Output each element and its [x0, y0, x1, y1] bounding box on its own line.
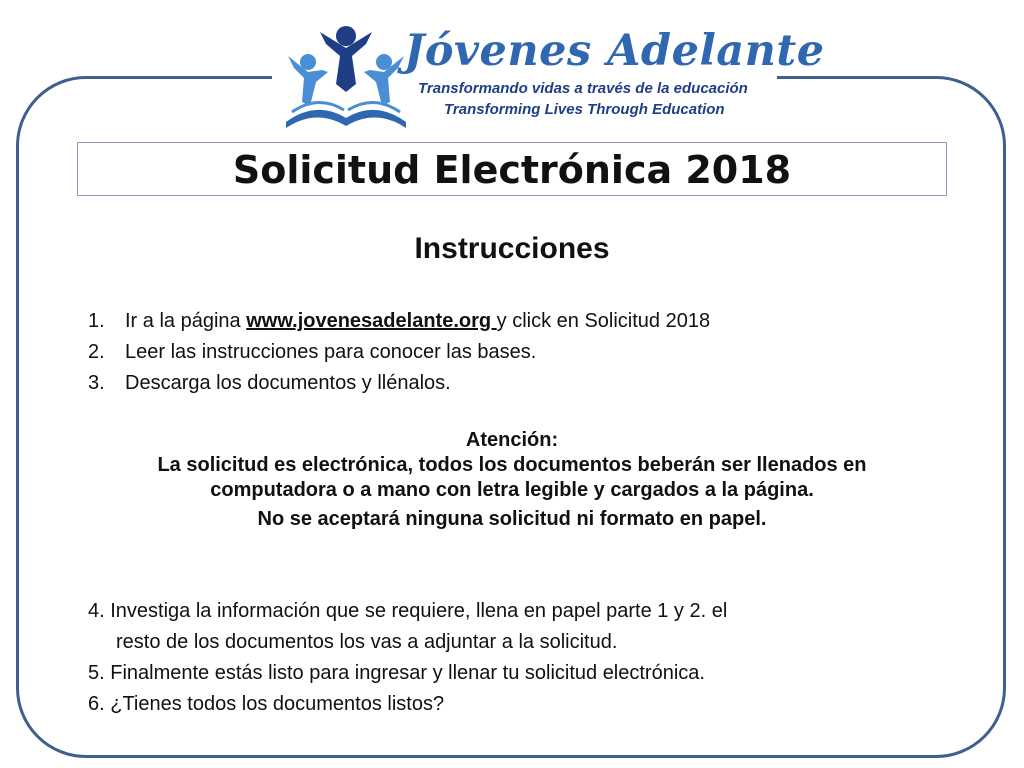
page-title: Solicitud Electrónica 2018	[232, 148, 792, 192]
title-box	[77, 142, 947, 196]
step-5: 5. Finalmente estás listo para ingresar y llenar tu solicitud electrónica.	[88, 662, 705, 684]
step-2	[88, 337, 948, 368]
step-text: Ir a la página	[125, 310, 247, 332]
attention-body: La solicitud es electrónica, todos los documentos beberán ser llenados en computadora o a mano con letra legible y cargados a la página.	[157, 454, 867, 501]
step-number: 2.	[88, 341, 105, 363]
step-1	[88, 306, 948, 337]
step-6: 6. ¿Tienes todos los documentos listos?	[88, 693, 445, 715]
step-text: Leer las instrucciones para conocer las bases.	[125, 341, 537, 363]
attention-heading: Atención:	[465, 429, 559, 451]
logo-subtitle-en: Transforming Lives Through Education	[444, 101, 725, 118]
steps-list-continued	[88, 596, 988, 720]
website-link[interactable]: www.jovenesadelante.org	[246, 310, 497, 332]
step-4-continued: resto de los documentos los vas a adjuntar a la solicitud.	[116, 631, 618, 653]
step-text: Descarga los documentos y llénalos.	[125, 372, 451, 394]
step-number: 3.	[88, 372, 105, 394]
people-book-logo-icon	[280, 22, 412, 130]
instructions-heading: Instrucciones	[414, 232, 610, 265]
steps-list	[88, 306, 948, 399]
step-4: 4. Investiga la información que se requiere, llena en papel parte 1 y 2. el	[88, 600, 728, 622]
logo-subtitle-es: Transformando vidas a través de la educación	[418, 80, 748, 97]
step-3	[88, 368, 948, 399]
attention-block	[96, 428, 928, 532]
attention-warning: No se aceptará ninguna solicitud ni formato en papel.	[257, 508, 767, 530]
step-text: y click en Solicitud 2018	[496, 310, 711, 332]
step-number: 1.	[88, 310, 105, 332]
logo-title: Jóvenes Adelante	[404, 26, 825, 76]
